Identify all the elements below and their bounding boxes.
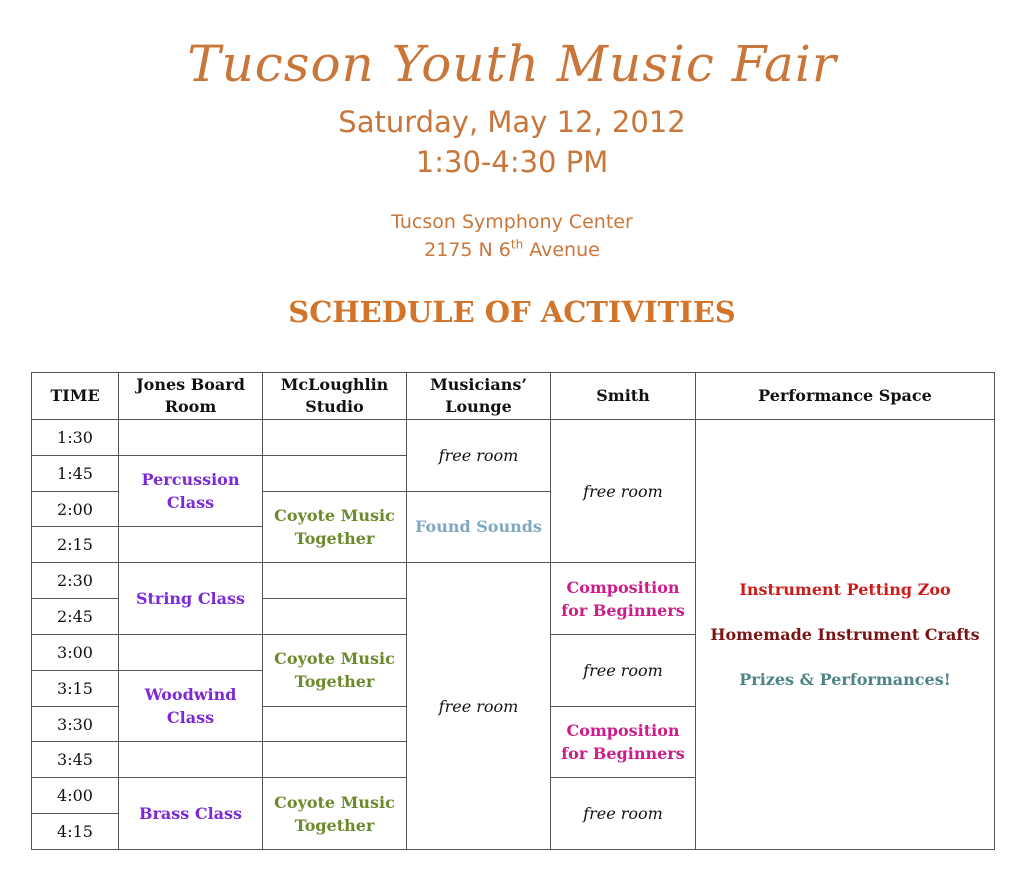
time-cell: 2:30 [32, 563, 119, 599]
coyote-music-together: Coyote Music Together [263, 491, 407, 563]
mcloughlin-empty-cell [263, 742, 407, 778]
event-time: 1:30-4:30 PM [415, 145, 609, 179]
smith-free-room: free room [551, 778, 696, 850]
coyote-music-together: Coyote Music Together [263, 634, 407, 706]
coyote-music-together: Coyote Music Together [263, 778, 407, 850]
header-smith: Smith [551, 373, 696, 420]
time-cell: 3:15 [32, 670, 119, 706]
time-cell: 2:15 [32, 527, 119, 563]
mcloughlin-empty-cell [263, 563, 407, 599]
event-date: Saturday, May 12, 2012 [338, 105, 686, 139]
performance-item: Homemade Instrument Crafts [710, 624, 980, 644]
venue-name: Tucson Symphony Center [391, 211, 633, 233]
string-class: String Class [119, 563, 263, 635]
smith-free-room: free room [551, 420, 696, 563]
time-cell: 2:00 [32, 491, 119, 527]
jones-empty-cell [119, 527, 263, 563]
performance-item: Instrument Petting Zoo [739, 579, 951, 599]
table-row [32, 420, 995, 456]
mcloughlin-empty-cell [263, 599, 407, 635]
header-mcloughlin: McLoughlin Studio [263, 373, 407, 420]
time-cell: 4:15 [32, 814, 119, 850]
brass-class: Brass Class [119, 778, 263, 850]
time-cell: 3:30 [32, 706, 119, 742]
time-cell: 4:00 [32, 778, 119, 814]
woodwind-class: Woodwind Class [119, 670, 263, 742]
schedule-table [31, 372, 995, 850]
header-time: TIME [32, 373, 119, 420]
table-header-row [32, 373, 995, 420]
time-cell: 1:30 [32, 420, 119, 456]
time-cell: 3:45 [32, 742, 119, 778]
venue-address [0, 236, 1024, 264]
time-cell: 3:00 [32, 634, 119, 670]
header-performance: Performance Space [696, 373, 995, 420]
event-title: Tucson Youth Music Fair [187, 35, 837, 93]
header-jones: Jones Board Room [119, 373, 263, 420]
composition-for-beginners: Composition for Beginners [551, 706, 696, 778]
header-lounge: Musicians’ Lounge [407, 373, 551, 420]
jones-empty-cell [119, 420, 263, 456]
time-cell: 1:45 [32, 455, 119, 491]
mcloughlin-empty-cell [263, 455, 407, 491]
performance-space-cell [696, 420, 995, 850]
time-cell: 2:45 [32, 599, 119, 635]
address-sup: th [510, 237, 524, 252]
composition-for-beginners: Composition for Beginners [551, 563, 696, 635]
found-sounds: Found Sounds [407, 491, 551, 563]
schedule-heading: SCHEDULE OF ACTIVITIES [288, 295, 736, 329]
mcloughlin-empty-cell [263, 420, 407, 456]
jones-empty-cell [119, 634, 263, 670]
lounge-free-room: free room [407, 563, 551, 850]
address-suffix: Avenue [523, 239, 600, 261]
address-prefix: 2175 N 6 [424, 239, 511, 261]
percussion-class: Percussion Class [119, 455, 263, 527]
lounge-free-room: free room [407, 420, 551, 492]
smith-free-room: free room [551, 634, 696, 706]
performance-item: Prizes & Performances! [739, 669, 951, 689]
jones-empty-cell [119, 742, 263, 778]
mcloughlin-empty-cell [263, 706, 407, 742]
